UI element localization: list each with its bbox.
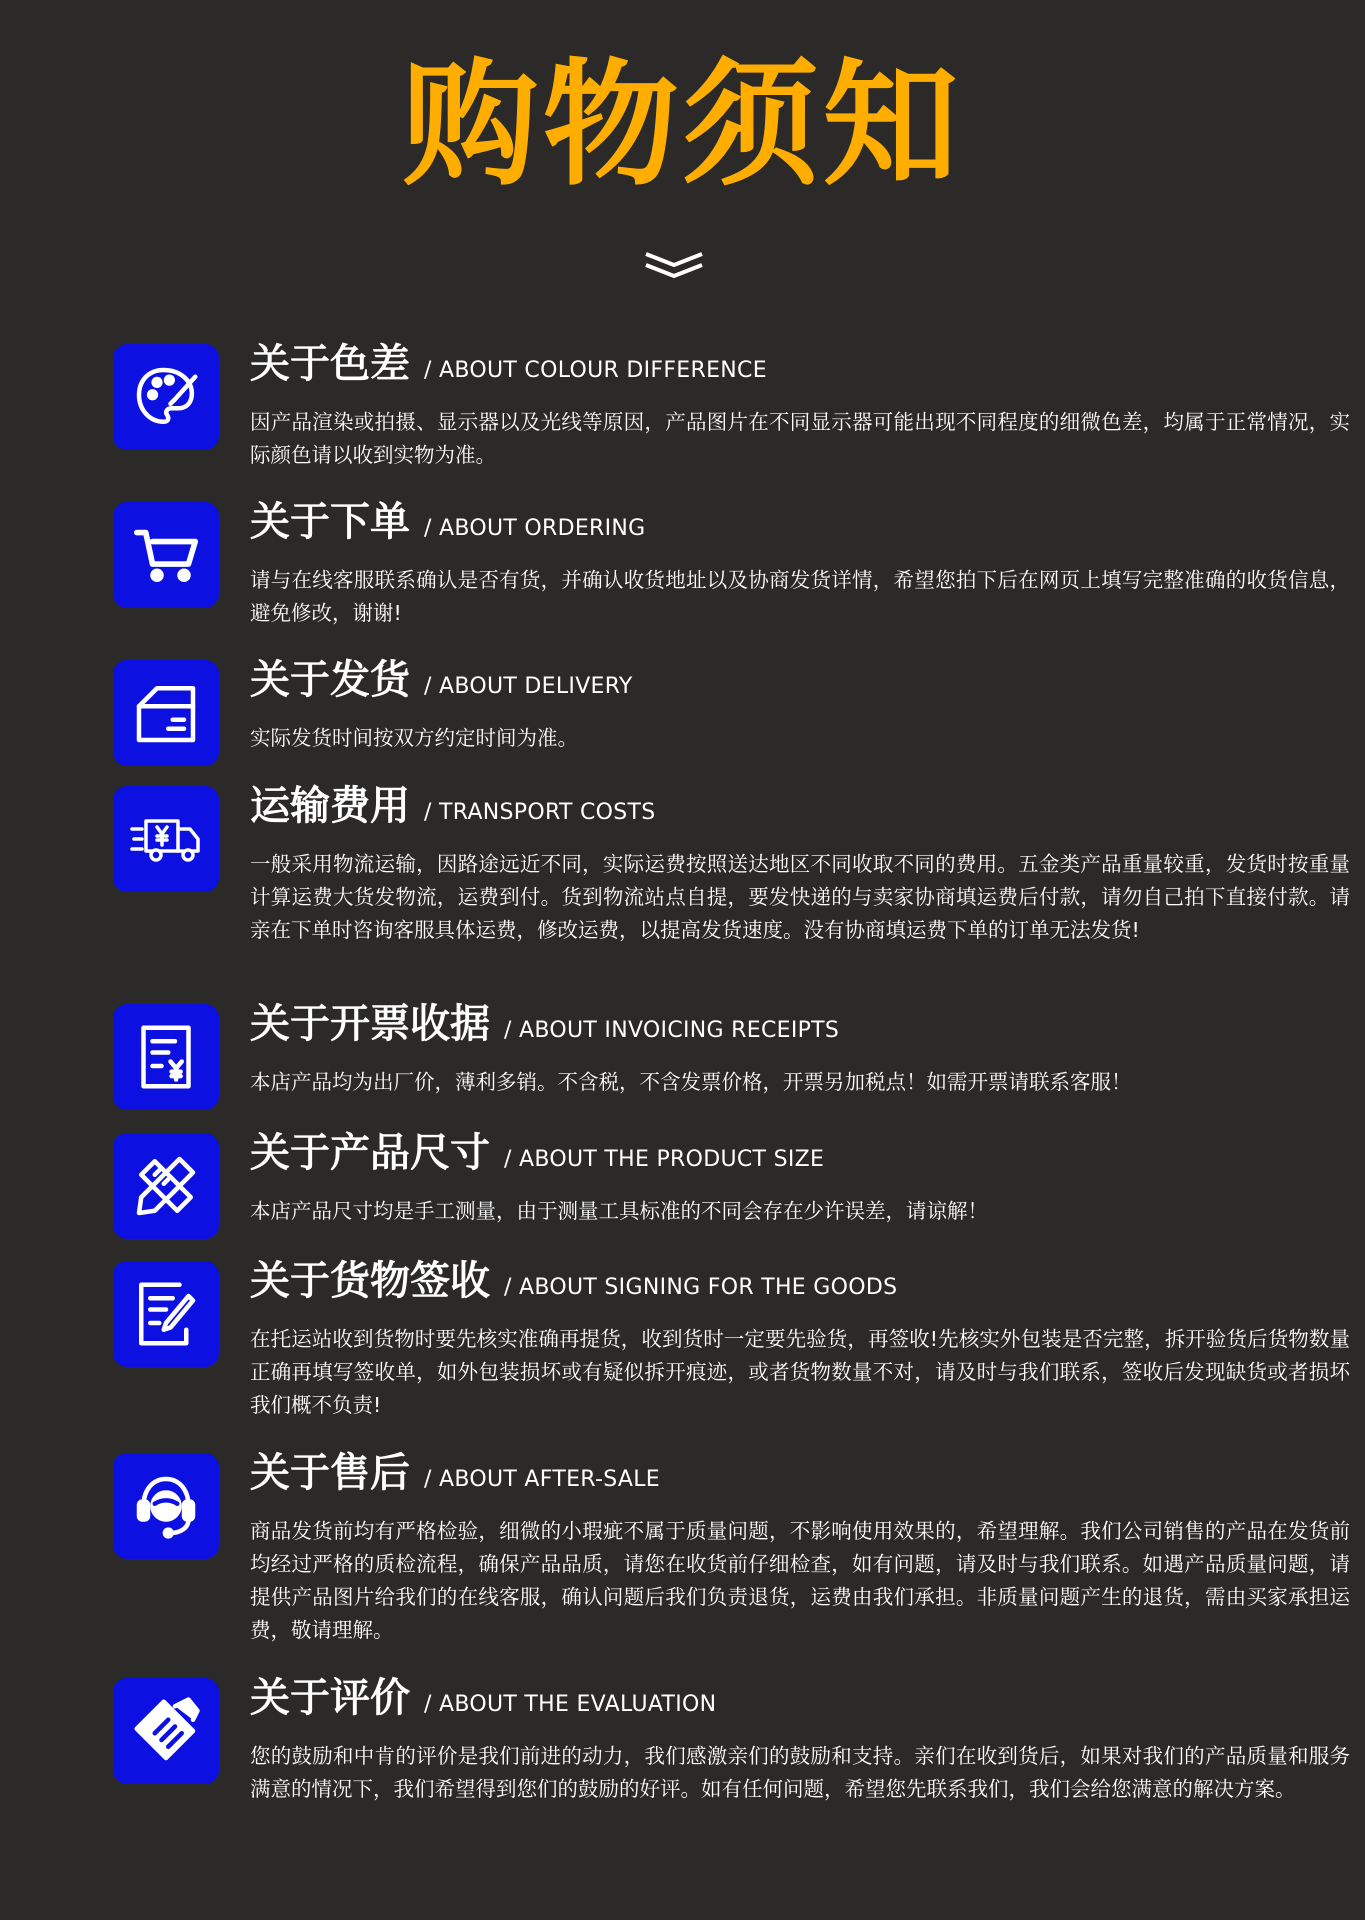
section-subtitle: / ABOUT INVOICING RECEIPTS	[504, 1018, 840, 1043]
section-subtitle: / ABOUT COLOUR DIFFERENCE	[424, 358, 767, 383]
delivery-truck-icon	[113, 786, 219, 892]
page-title: 购物须知	[402, 47, 963, 205]
section-heading	[250, 1675, 717, 1721]
section-subtitle: / ABOUT THE PRODUCT SIZE	[504, 1147, 825, 1172]
handshake-icon	[113, 1678, 219, 1784]
section-body: 实际发货时间按双方约定时间为准。	[250, 726, 578, 750]
section-heading	[250, 1258, 898, 1304]
section-title: 关于色差	[250, 341, 410, 387]
section-body: 您的鼓励和中肯的评价是我们前进的动力，我们感激亲们的鼓励和支持。亲们在收到货后，如果对我们的产品质量和服务满意的情况下，我们希望得到您们的鼓励的好评。如有任何问题，希望您先联系我们，我们会给您满意的解决方案。	[250, 1744, 1350, 1801]
sign-document-icon	[113, 1261, 219, 1367]
section-body: 在托运站收到货物时要先核实准确再提货，收到货时一定要先验货，再签收!先核实外包装是否完整，拆开验货后货物数量正确再填写签收单，如外包装损坏或有疑似拆开痕迹，或者货物数量不对，请及时与我们联系，签收后发现缺货或者损坏我们概不负责!	[250, 1327, 1350, 1417]
section-heading	[250, 657, 633, 703]
section-heading	[250, 1130, 825, 1176]
ruler-pencil-icon	[113, 1133, 219, 1239]
section-subtitle: / ABOUT THE EVALUATION	[424, 1692, 717, 1717]
double-chevron-down-icon	[640, 248, 708, 284]
section-heading	[250, 341, 767, 387]
section-body: 请与在线客服联系确认是否有货，并确认收货地址以及协商发货详情，希望您拍下后在网页上填写完整准确的收货信息，避免修改，谢谢!	[250, 568, 1350, 625]
invoice-receipt-icon	[113, 1004, 219, 1110]
section-title: 关于售后	[250, 1450, 410, 1496]
section-heading	[250, 1450, 660, 1496]
section-title: 关于发货	[250, 657, 410, 703]
section-title: 运输费用	[250, 783, 410, 829]
section-heading	[250, 1001, 840, 1047]
section-heading	[250, 783, 656, 829]
section-body: 本店产品尺寸均是手工测量，由于测量工具标准的不同会存在少许误差，请谅解！	[250, 1199, 988, 1223]
section-title: 关于货物签收	[250, 1258, 490, 1304]
section-subtitle: / TRANSPORT COSTS	[424, 800, 656, 825]
section-subtitle: / ABOUT DELIVERY	[424, 674, 633, 699]
section-subtitle: / ABOUT SIGNING FOR THE GOODS	[504, 1275, 898, 1300]
palette-icon	[113, 344, 219, 450]
section-subtitle: / ABOUT AFTER-SALE	[424, 1467, 660, 1492]
section-title: 关于开票收据	[250, 1001, 490, 1047]
package-box-icon	[113, 660, 219, 766]
section-title: 关于产品尺寸	[250, 1130, 490, 1176]
section-heading	[250, 499, 646, 545]
section-subtitle: / ABOUT ORDERING	[424, 516, 646, 541]
section-body: 因产品渲染或拍摄、显示器以及光线等原因，产品图片在不同显示器可能出现不同程度的细微色差，均属于正常情况，实际颜色请以收到实物为准。	[250, 410, 1350, 467]
customer-service-headset-icon	[113, 1453, 219, 1559]
section-body: 一般采用物流运输，因路途远近不同，实际运费按照送达地区不同收取不同的费用。五金类产品重量较重，发货时按重量计算运费大货发物流，运费到付。货到物流站点自提，要发快递的与卖家协商填运费后付款，请勿自己拍下直接付款。请亲在下单时咨询客服具体运费，修改运费，以提高发货速度。没有协商填运费下单的订单无法发货!	[250, 852, 1350, 942]
section-title: 关于下单	[250, 499, 410, 545]
section-body: 本店产品均为出厂价，薄利多销。不含税，不含发票价格，开票另加税点！如需开票请联系客服！	[250, 1070, 1132, 1094]
section-title: 关于评价	[250, 1675, 410, 1721]
section-body: 商品发货前均有严格检验，细微的小瑕疵不属于质量问题，不影响使用效果的，希望理解。我们公司销售的产品在发货前均经过严格的质检流程，确保产品品质，请您在收货前仔细检查，如有问题，请及时与我们联系。如遇产品质量问题，请提供产品图片给我们的在线客服，确认问题后我们负责退货，运费由我们承担。非质量问题产生的退货，需由买家承担运费，敬请理解。	[250, 1519, 1350, 1642]
shopping-cart-icon	[113, 502, 219, 608]
